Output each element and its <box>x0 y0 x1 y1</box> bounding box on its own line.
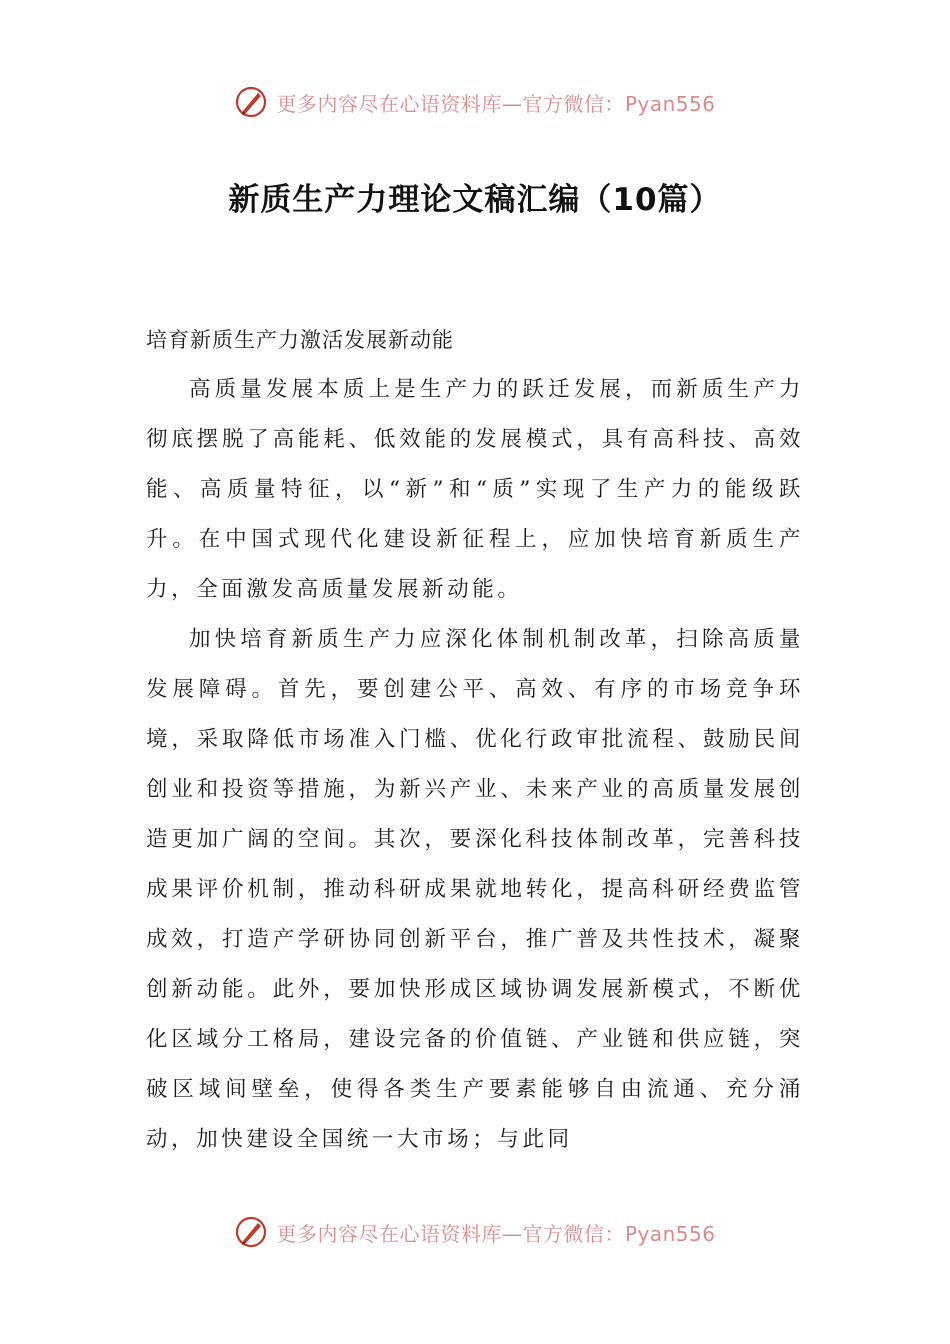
footer-banner <box>0 1210 950 1254</box>
document-body <box>146 315 804 1165</box>
paragraph-2: 加快培育新质生产力应深化体制机制改革，扫除高质量发展障碍。首先，要创建公平、高效、有序的市场竞争环境，采取降低市场准入门槛、优化行政审批流程、鼓励民间创业和投资等措施，为新兴产业、未来产业的高质量发展创造更加广阔的空间。其次，要深化科技体制改革，完善科技成果评价机制，推动科研成果就地转化，提高科研经费监管成效，打造产学研协同创新平台，推广普及共性技术，凝聚创新动能。此外，要加快形成区域协调发展新模式，不断优化区域分工格局，建设完备的价值链、产业链和供应链，突破区域间壁垒，使得各类生产要素能够自由流通、充分涌动，加快建设全国统一大市场；与此同 <box>146 627 804 1152</box>
section-heading: 培育新质生产力激活发展新动能 <box>146 328 454 352</box>
header-banner-text: 更多内容尽在心语资料库—官方微信：Pyan556 <box>276 91 716 116</box>
pen-logo-icon <box>234 85 268 119</box>
header-banner <box>0 80 950 124</box>
footer-banner-text: 更多内容尽在心语资料库—官方微信：Pyan556 <box>276 1221 716 1246</box>
document-title: 新质生产力理论文稿汇编（10篇） <box>228 182 722 218</box>
paragraph-1: 高质量发展本质上是生产力的跃迁发展，而新质生产力彻底摆脱了高能耗、低效能的发展模式，具有高科技、高效能、高质量特征，以“新”和“质”实现了生产力的能级跃升。在中国式现代化建设新征程上，应加快培育新质生产力，全面激发高质量发展新动能。 <box>146 377 804 602</box>
pen-logo-icon <box>234 1215 268 1249</box>
